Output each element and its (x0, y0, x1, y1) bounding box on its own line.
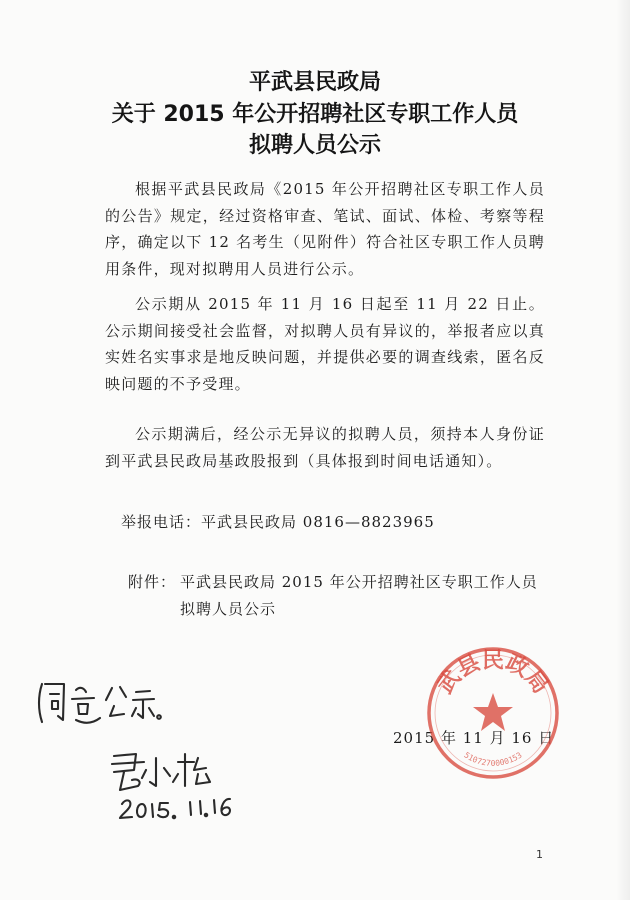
notice-subtitle: 拟聘人员公示 (248, 133, 381, 158)
attachment-label: 附件： (128, 573, 177, 591)
seal-code: 5107270000153 (462, 750, 524, 768)
report-phone: 举报电话：平武县民政局 0816—8823965 (121, 513, 435, 531)
svg-text:武县民政局 (433, 648, 553, 698)
seal-star-icon (473, 693, 513, 731)
svg-text:5107270000153 (462, 750, 523, 768)
issue-date: 2015 年 11 月 16 日 (393, 729, 555, 747)
page-number: 1 (536, 848, 543, 861)
seal-text: 武县民政局 (433, 648, 553, 699)
official-seal-icon (423, 643, 563, 783)
handwritten-approval-icon (28, 670, 258, 845)
scan-edge-shadow (616, 0, 630, 900)
attachment-text: 平武县民政局 2015 年公开招聘社区专职工作人员拟聘人员公示 (180, 573, 538, 618)
paragraph-basis: 根据平武县民政局《2015 年公开招聘社区专职工作人员的公告》规定，经过资格审查、笔试、面试、体检、考察等程序，确定以下 12 名考生（见附件）符合社区专职工作人员聘用条件，现对拟聘用人员进行公示。 (105, 180, 545, 278)
paragraph-period: 公示期从 2015 年 11 月 16 日起至 11 月 22 日止。公示期间接受社会监督，对拟聘人员有异议的，举报者应以真实姓名实事求是地反映问题，并提供必要的调查线索，匿名反映问题的不予受理。 (105, 295, 545, 393)
notice-title: 关于 2015 年公开招聘社区专职工作人员 (111, 102, 519, 127)
issuer-title: 平武县民政局 (248, 70, 381, 95)
paragraph-report-in: 公示期满后，经公示无异议的拟聘人员，须持本人身份证到平武县民政局基政股报到（具体报到时间电话通知）。 (105, 425, 545, 470)
